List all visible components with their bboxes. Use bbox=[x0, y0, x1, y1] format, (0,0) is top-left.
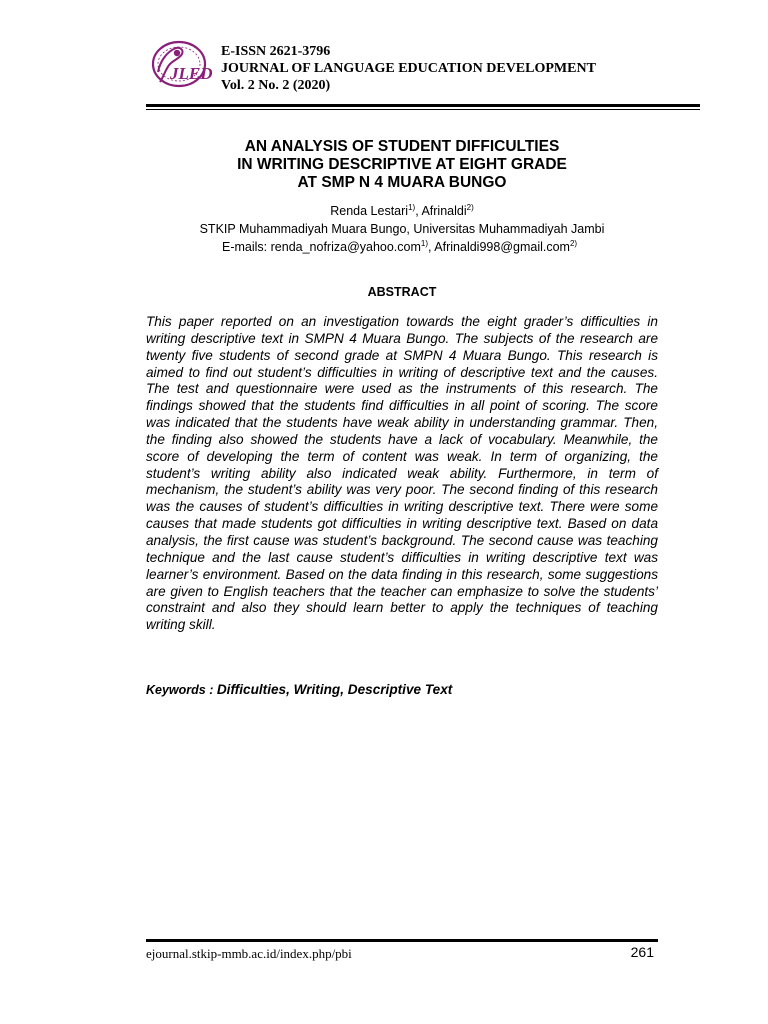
email-affiliation-mark: 2) bbox=[569, 238, 578, 248]
author-name: Renda Lestari bbox=[330, 204, 409, 218]
author-name: Afrinaldi bbox=[421, 204, 467, 218]
abstract-heading: ABSTRACT bbox=[367, 285, 437, 299]
keywords-label: Keywords : bbox=[146, 683, 217, 697]
paper-title bbox=[100, 138, 704, 192]
journal-header bbox=[142, 38, 702, 108]
title-line-2: IN WRITING DESCRIPTIVE AT EIGHT GRADE bbox=[237, 156, 567, 173]
journal-info bbox=[221, 43, 596, 94]
author-separator: , bbox=[415, 204, 422, 218]
author-affiliation-mark: 2) bbox=[466, 202, 474, 212]
footer-url: ejournal.stkip-mmb.ac.id/index.php/pbi bbox=[146, 946, 352, 961]
email-address: renda_nofriza@yahoo.com bbox=[270, 240, 421, 254]
email-address: Afrinaldi998@gmail.com bbox=[434, 240, 570, 254]
keywords-line bbox=[146, 682, 452, 698]
issn-line: E-ISSN 2621-3796 bbox=[221, 44, 331, 59]
email-affiliation-mark: 1) bbox=[420, 238, 429, 248]
volume-line: Vol. 2 No. 2 (2020) bbox=[221, 78, 331, 93]
author-emails bbox=[222, 238, 577, 256]
page-number: 261 bbox=[630, 944, 654, 960]
abstract-body: This paper reported on an investigation towards the eight grader’s difficulties in writing descriptive text in SMPN 4 Muara Bungo. The subjects of the research are twenty five students of second grade at SMPN 4 Muara Bungo. This research is aimed to find out student’s difficulties in writing of descriptive text and the causes. The test and questionnaire were used as the instruments of this research. The findings showed that the students find difficulties in all point of scoring. The score was indicated that the students have weak ability in understanding grammar. Then, the finding also showed the students have a lack of vocabulary. Meanwhile, the score of developing the term of content was weak. In term of organizing, the student’s writing ability also indicated weak ability. Furthermore, in term of mechanism, the student’s ability was very poor. The second finding of this research was the causes of student’s difficulties in writing descriptive text. There were some causes that made students got difficulties in writing descriptive text. Based on data analysis, the first cause was student’s background. The second cause was teaching technique and the last cause student’s difficulties in writing descriptive text was learner’s environment. Based on the data finding in this research, some suggestions are given to English teachers that the teacher can emphasize to solve the students’ constraint and also they should learn better to apply the techniques of teaching writing skill. bbox=[146, 314, 658, 633]
title-line-3: AT SMP N 4 MUARA BUNGO bbox=[297, 174, 507, 191]
jled-logo-icon bbox=[146, 38, 213, 96]
emails-prefix: E-mails: bbox=[222, 240, 271, 254]
header-rule-thin bbox=[146, 109, 700, 110]
title-line-1: AN ANALYSIS OF STUDENT DIFFICULTIES bbox=[244, 138, 560, 155]
logo-text: JLED bbox=[170, 64, 213, 83]
keywords-values: Difficulties, Writing, Descriptive Text bbox=[216, 682, 453, 697]
author-affiliation: STKIP Muhammadiyah Muara Bungo, Universitas Muhammadiyah Jambi bbox=[199, 222, 605, 236]
author-list bbox=[100, 202, 704, 220]
header-rule-thick bbox=[146, 104, 700, 107]
author-affiliation-mark: 1) bbox=[408, 202, 416, 212]
footer-rule bbox=[146, 939, 658, 942]
email-separator: , bbox=[428, 240, 435, 254]
journal-name: JOURNAL OF LANGUAGE EDUCATION DEVELOPMENT bbox=[221, 61, 596, 76]
